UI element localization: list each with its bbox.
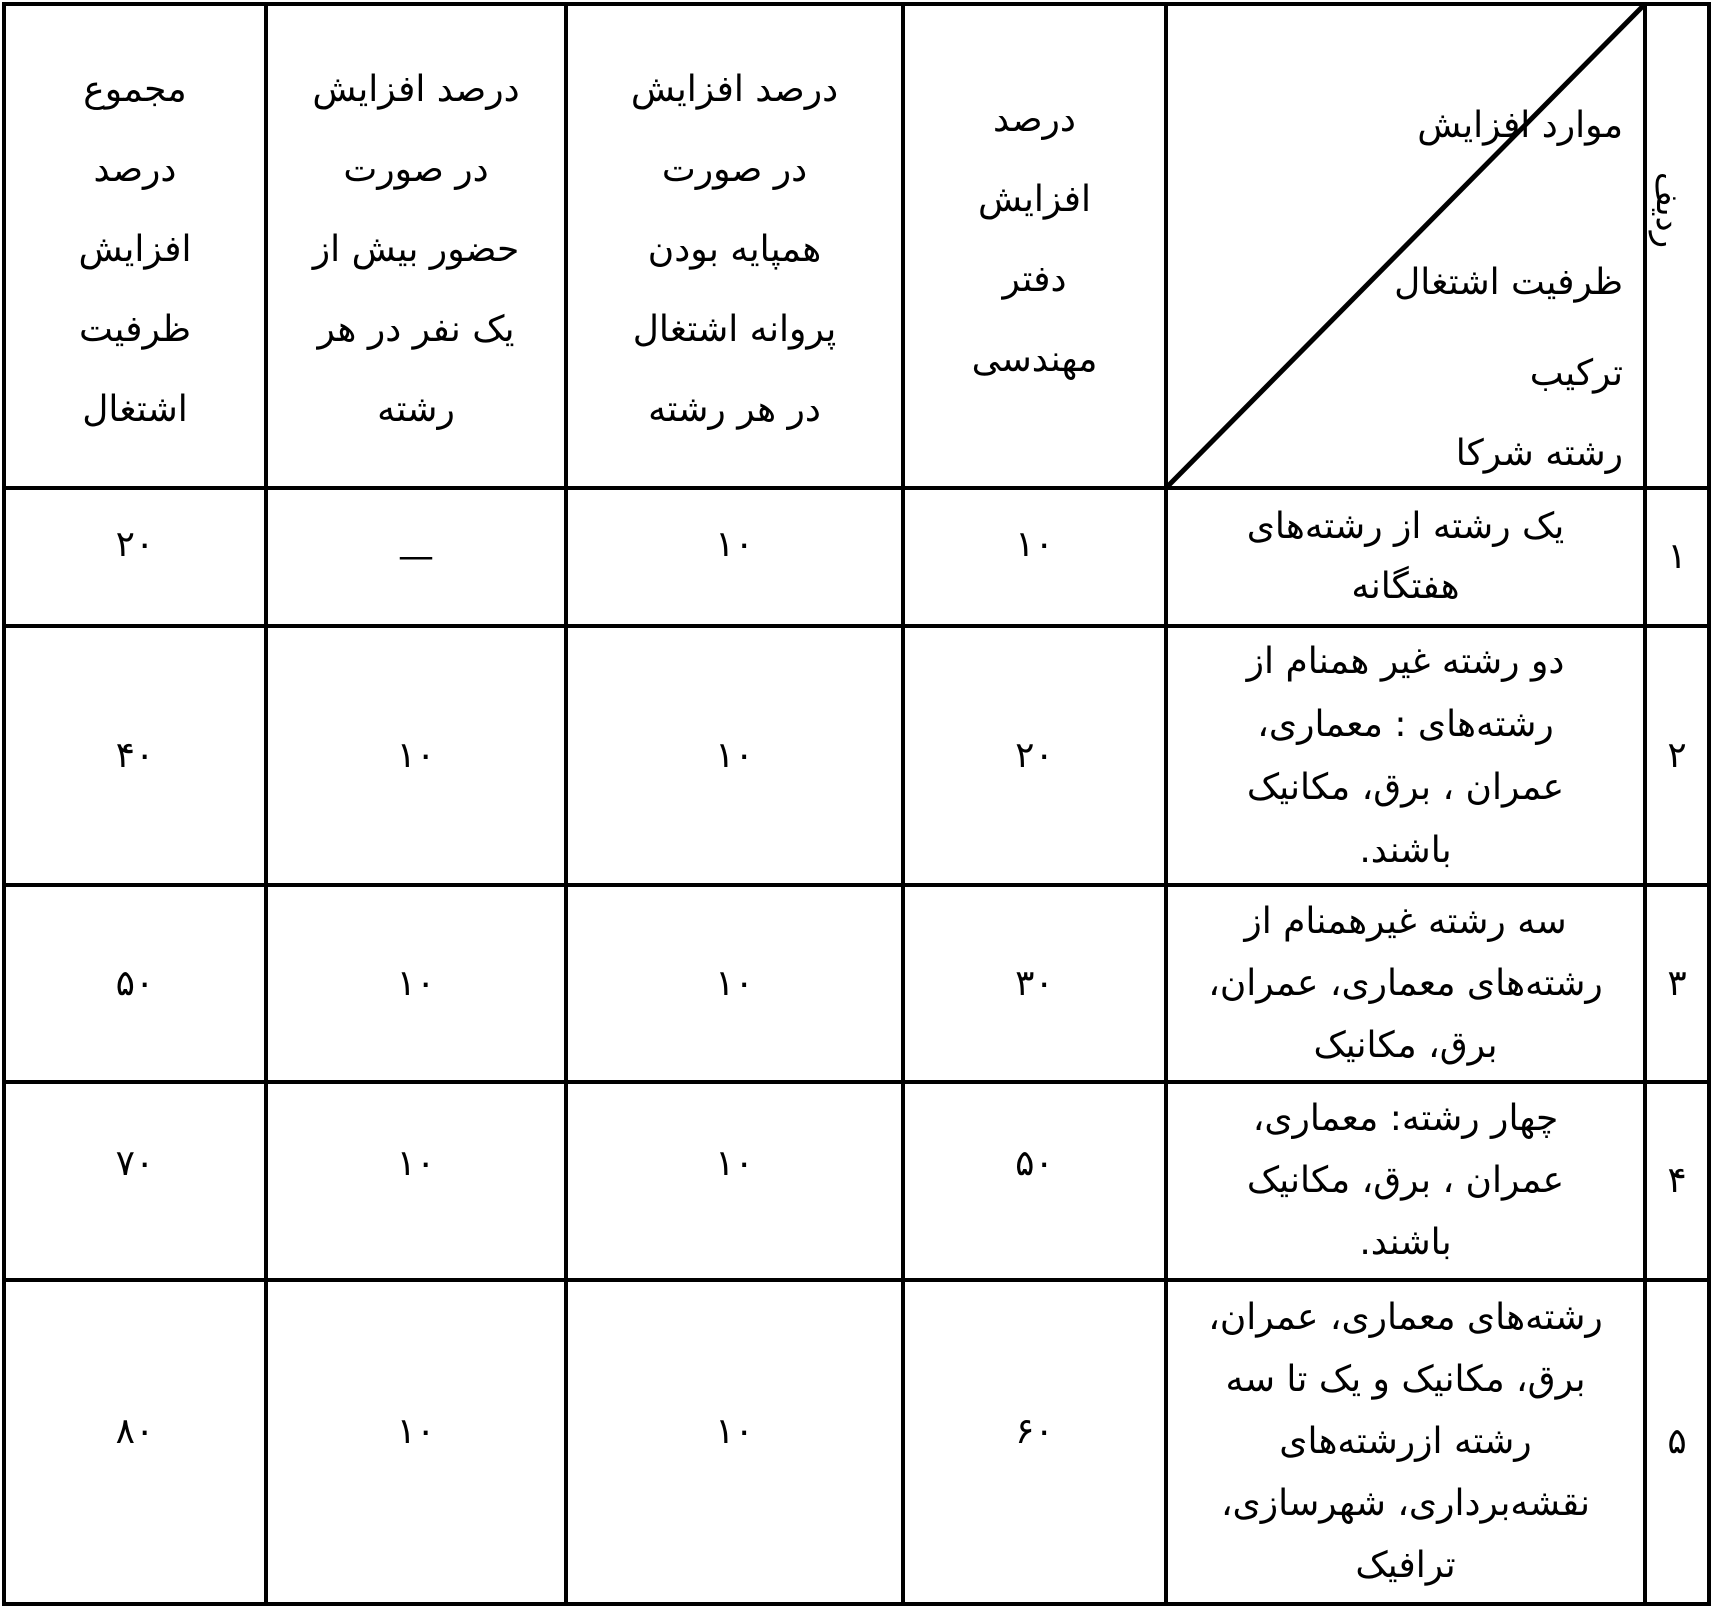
- row-5-office: ۶۰: [1015, 1411, 1054, 1452]
- row-1-combination: یک رشته از رشته‌های هفتگانه: [1246, 506, 1565, 607]
- row-2-combination: دو رشته غیر همنام از رشته‌های : معماری، عمران ، برق، مکانیک باشند.: [1246, 640, 1565, 871]
- row-5-total: ۸۰: [115, 1411, 155, 1452]
- header-diagonal-top2: ظرفیت اشتغال: [1394, 262, 1623, 303]
- row-2-office: ۲۰: [1015, 734, 1054, 776]
- row-4-same-level: ۱۰: [715, 1143, 754, 1184]
- row-3-more-than-one: ۱۰: [396, 962, 436, 1004]
- row-4-number: ۴: [1667, 1160, 1687, 1201]
- row-1-number: ۱: [1667, 536, 1687, 577]
- row-3-total: ۵۰: [115, 962, 155, 1004]
- row-5-more-than-one: ۱۰: [396, 1411, 436, 1452]
- row-2-more-than-one: ۱۰: [396, 734, 436, 776]
- row-2-same-level: ۱۰: [715, 734, 754, 776]
- row-1-office: ۱۰: [1015, 524, 1054, 565]
- row-3-same-level: ۱۰: [715, 962, 754, 1004]
- row-3-office: ۳۰: [1015, 962, 1054, 1004]
- row-4-combination: چهار رشته: معماری، عمران ، برق، مکانیک باشند.: [1246, 1098, 1565, 1263]
- row-2-number: ۲: [1667, 734, 1687, 776]
- header-total: مجموع درصد افزایش ظرفیت اشتغال: [78, 69, 192, 430]
- header-office: درصد افزایش دفتر مهندسی: [971, 99, 1098, 380]
- row-2-total: ۴۰: [115, 734, 155, 776]
- row-4-office: ۵۰: [1015, 1143, 1054, 1184]
- row-4-more-than-one: ۱۰: [396, 1143, 436, 1184]
- row-5-number: ۵: [1667, 1421, 1687, 1462]
- header-diagonal-bottom: ترکیب رشته شرکا: [1455, 353, 1623, 474]
- header-row-number: ردیف: [1648, 171, 1688, 249]
- row-1-more-than-one: —: [398, 536, 434, 577]
- row-4-total: ۷۰: [115, 1143, 155, 1184]
- row-1-total: ۲۰: [115, 524, 155, 565]
- header-same-level: درصد افزایش در صورت همپایه بودن پروانه اشتغال در هر رشته: [630, 69, 839, 430]
- row-3-combination: سه رشته غیرهمنام از رشته‌های معماری، عمران، برق، مکانیک: [1208, 900, 1603, 1066]
- header-diagonal-top: موارد افزایش: [1417, 105, 1623, 146]
- row-3-number: ۳: [1667, 962, 1687, 1004]
- row-1-same-level: ۱۰: [715, 524, 754, 565]
- header-more-than-one: درصد افزایش در صورت حضور بیش از یک نفر در هر رشته: [312, 69, 520, 430]
- row-5-combination: رشته‌های معماری، عمران، برق، مکانیک و یک تا سه رشته ازرشته‌های نقشه‌برداری، شهرسازی، ترافیک: [1208, 1297, 1603, 1586]
- row-5-same-level: ۱۰: [715, 1411, 754, 1452]
